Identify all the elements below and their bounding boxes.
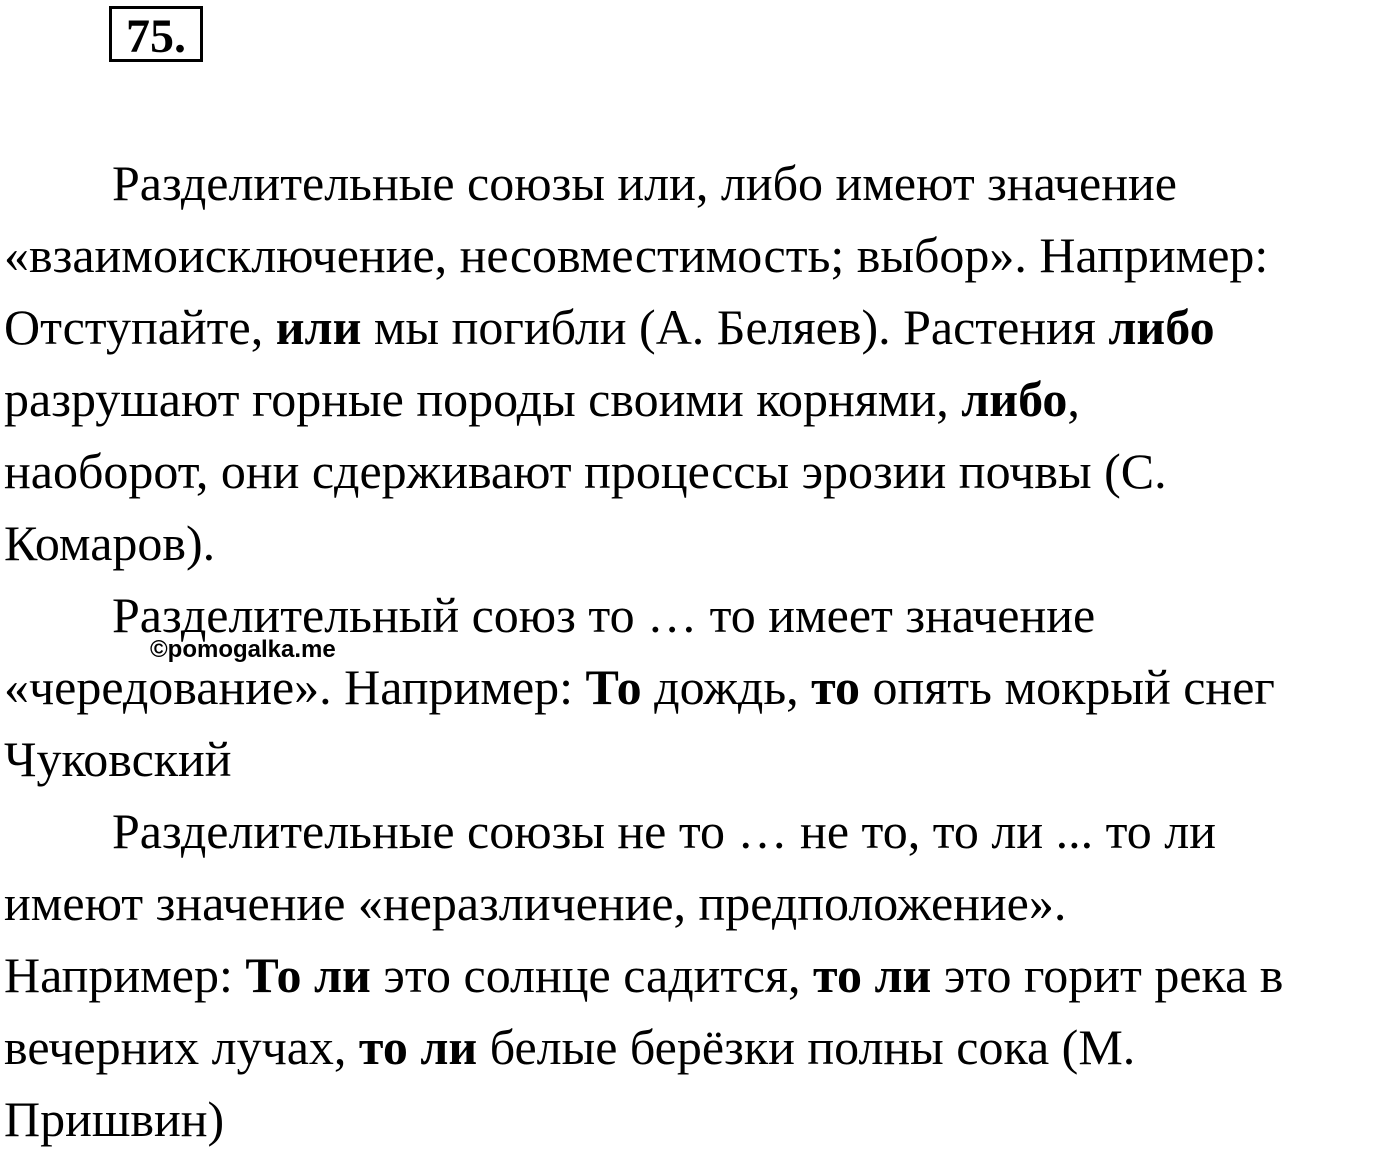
text-segment: мы погибли (А. Беляев). Растения	[361, 299, 1109, 355]
paragraph-2-line-1: Разделительный союз то … то имеет значение	[112, 587, 1096, 643]
text-segment: «чередование». Например:	[4, 659, 586, 715]
task-number-box	[109, 6, 203, 62]
bold-conjunction: либо	[961, 371, 1068, 427]
paragraph-1-line-6: Комаров).	[4, 515, 216, 571]
text-segment: дождь,	[641, 659, 812, 715]
text-segment: это солнце садится,	[370, 947, 814, 1003]
text-segment: белые берёзки полны сока (М.	[477, 1019, 1136, 1075]
paragraph-2	[4, 579, 1396, 795]
watermark: ©pomogalka.me	[150, 636, 336, 663]
paragraph-3	[4, 795, 1396, 1155]
text-segment: опять мокрый снег	[860, 659, 1275, 715]
bold-conjunction: То	[585, 659, 642, 715]
text-segment: Отступайте,	[4, 299, 276, 355]
paragraph-3-line-4	[4, 1011, 1396, 1083]
bold-conjunction: то ли	[358, 1019, 478, 1075]
task-number: 75.	[126, 10, 186, 63]
paragraph-2-line-3: Чуковский	[4, 731, 232, 787]
text-segment: разрушают горные породы своими корнями,	[4, 371, 962, 427]
bold-conjunction: то ли	[813, 947, 932, 1003]
bold-conjunction: То ли	[245, 947, 371, 1003]
paragraph-1-line-4	[4, 363, 1396, 435]
bold-conjunction: то	[811, 659, 861, 715]
paragraph-3-line-1: Разделительные союзы не то … не то, то ли ... то ли	[112, 803, 1217, 859]
text-segment: ,	[1067, 371, 1080, 427]
paragraph-1-line-3	[4, 291, 1396, 363]
text-segment: Например:	[4, 947, 246, 1003]
bold-conjunction: или	[275, 299, 362, 355]
paragraph-3-line-5: Пришвин)	[4, 1091, 225, 1147]
paragraph-1-line-5: наоборот, они сдерживают процессы эрозии почвы (С.	[4, 443, 1167, 499]
bold-conjunction: либо	[1108, 299, 1215, 355]
paragraph-1-line-2: «взаимоисключение, несовместимость; выбор». Например:	[4, 227, 1269, 283]
paragraph-3-line-3	[4, 939, 1396, 1011]
paragraph-1	[4, 147, 1396, 579]
text-segment: вечерних лучах,	[4, 1019, 359, 1075]
paragraph-3-line-2: имеют значение «неразличение, предположение».	[4, 875, 1067, 931]
paragraph-1-line-1: Разделительные союзы или, либо имеют значение	[112, 155, 1177, 211]
text-segment: это горит река в	[931, 947, 1284, 1003]
